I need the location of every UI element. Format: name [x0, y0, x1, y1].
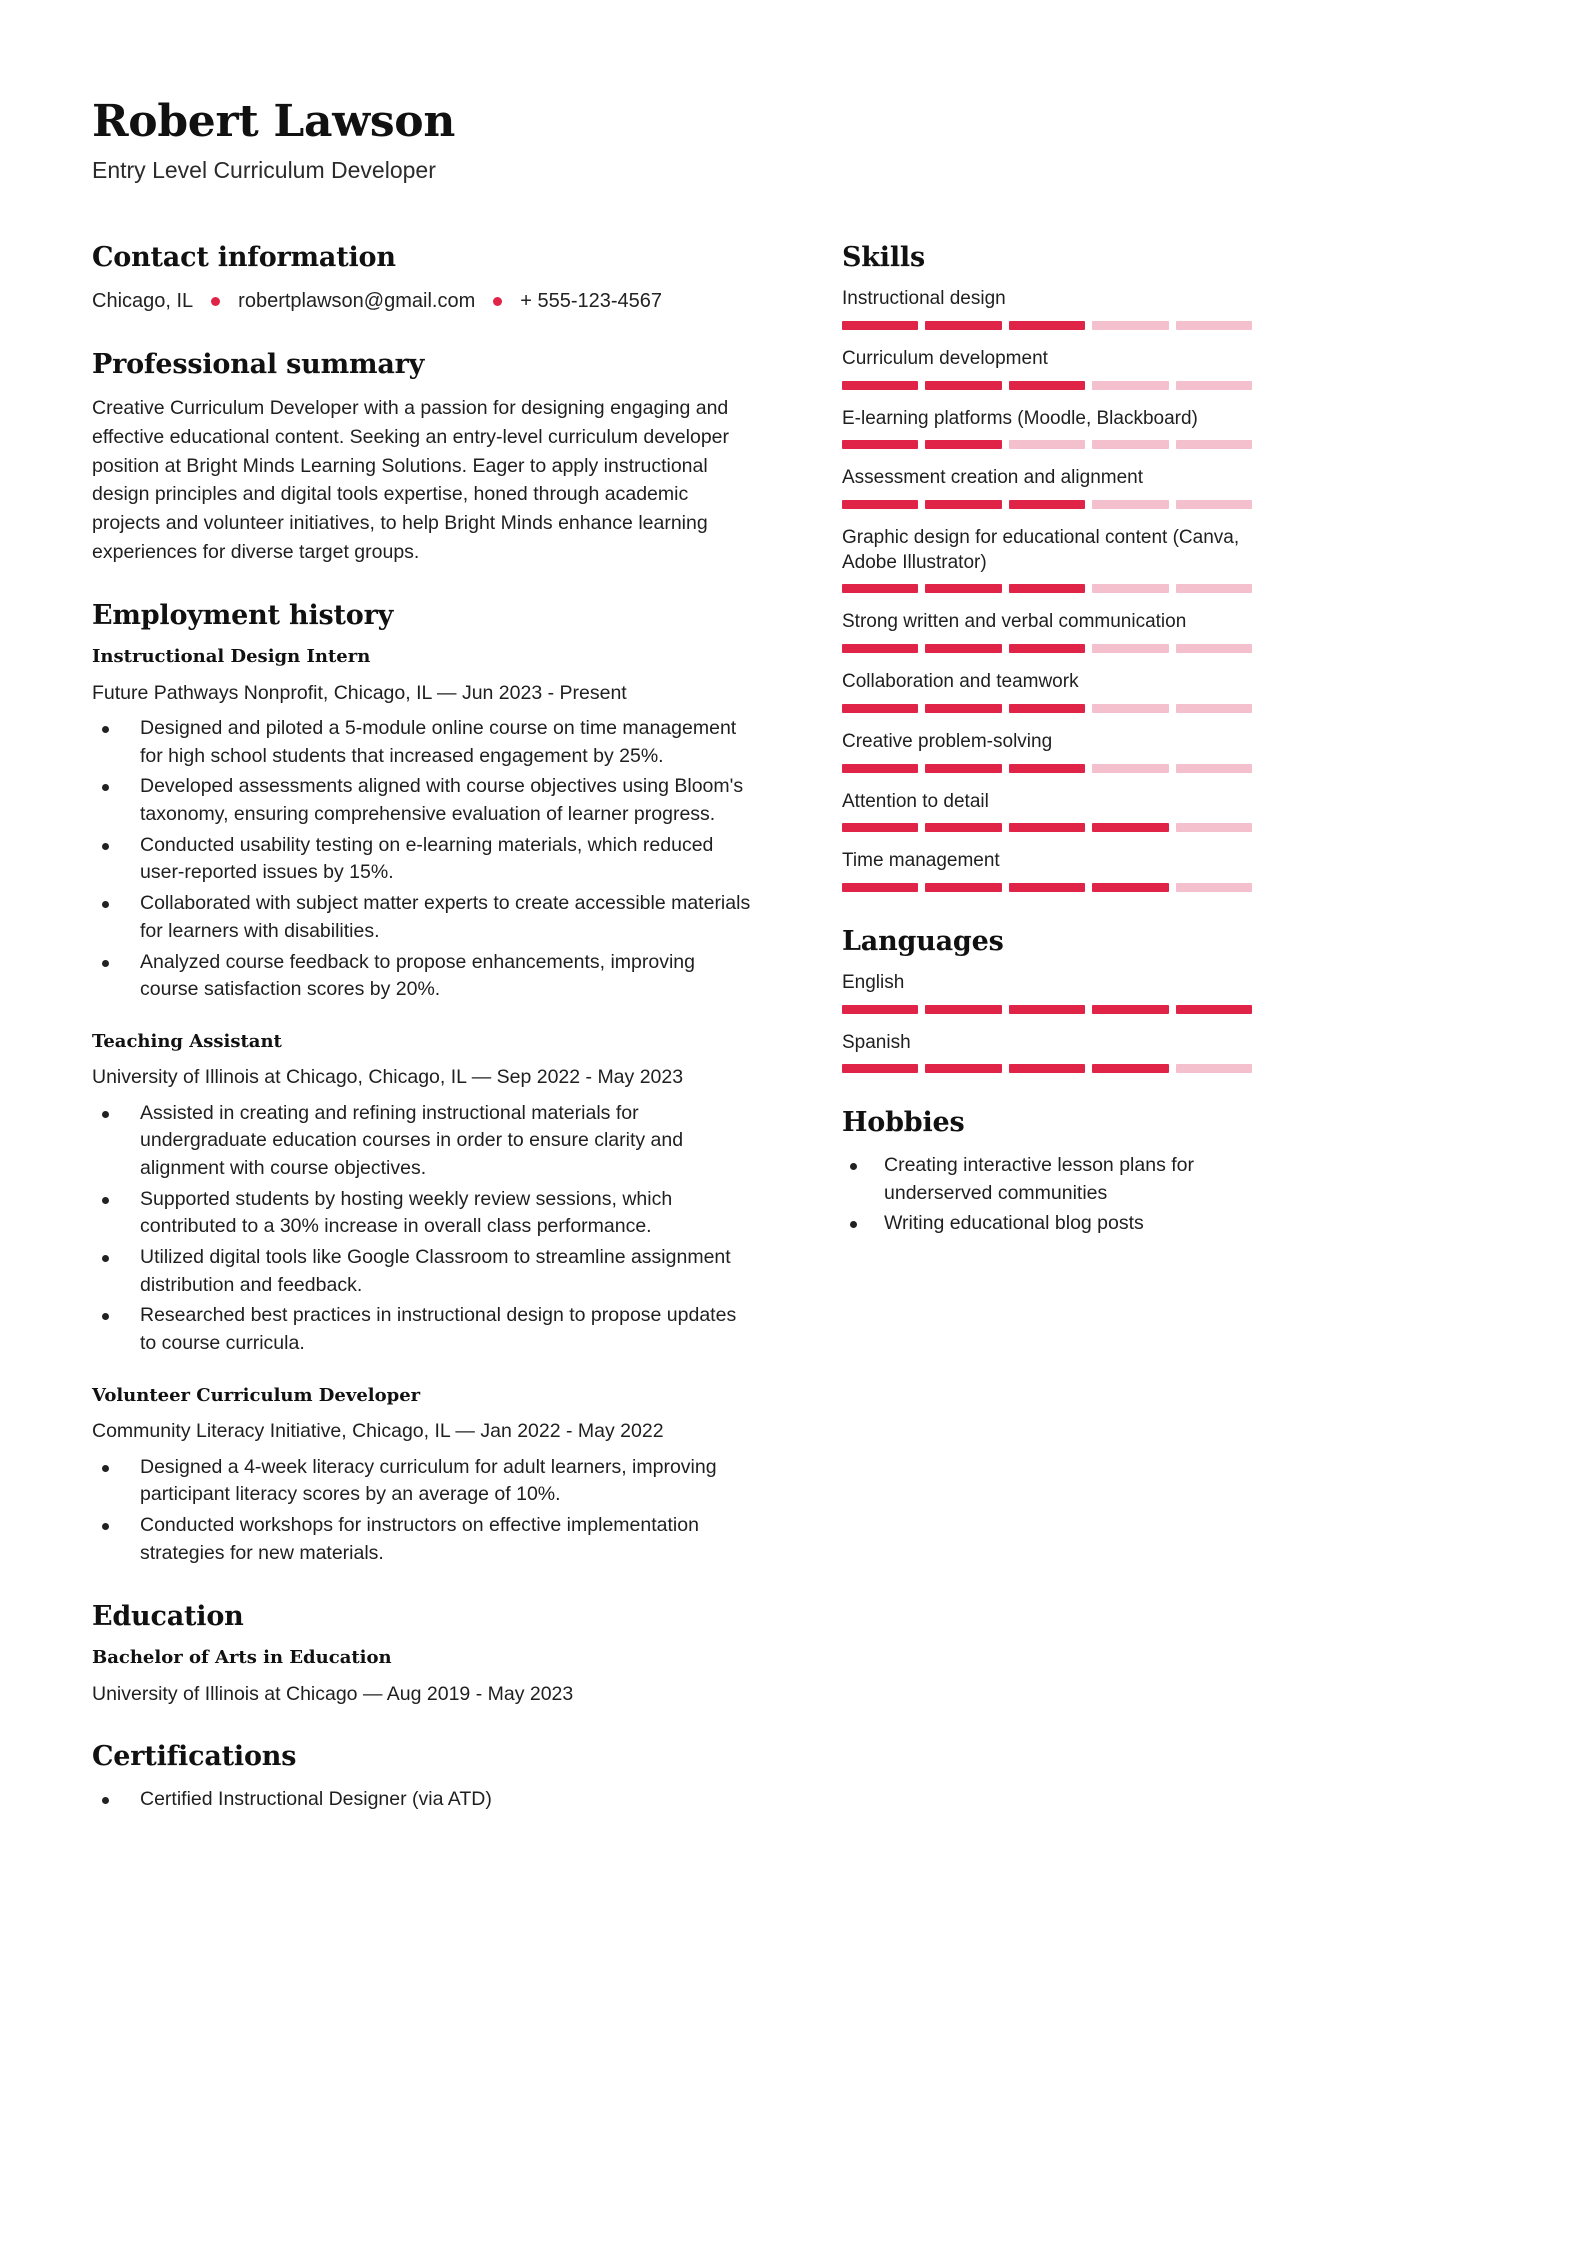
employment-section	[92, 600, 752, 1567]
level-segment	[842, 1064, 918, 1073]
education-meta: University of Illinois at Chicago — Aug 2019 - May 2023	[92, 1682, 574, 1705]
skills-list	[842, 287, 1252, 892]
job-meta: Community Literacy Initiative, Chicago, IL — Jan 2022 - May 2022	[92, 1420, 664, 1443]
level-segment	[1092, 500, 1168, 509]
skills-section	[842, 242, 1252, 892]
education-degree: Bachelor of Arts in Education	[92, 1647, 392, 1669]
level-segment	[925, 440, 1001, 449]
level-segment	[1009, 644, 1085, 653]
level-segment	[842, 321, 918, 330]
level-segment	[1176, 704, 1252, 713]
education-section	[92, 1601, 752, 1707]
skills-item	[842, 610, 1252, 653]
level-segment	[1092, 823, 1168, 832]
certifications-list	[92, 1786, 752, 1814]
level-segment	[1092, 1064, 1168, 1073]
level-segment	[842, 823, 918, 832]
level-segment	[1009, 584, 1085, 593]
jobs-list	[92, 645, 752, 1567]
level-segment	[1092, 883, 1168, 892]
skills-level-bar	[842, 644, 1252, 653]
skills-label: E-learning platforms (Moodle, Blackboard)	[842, 407, 1198, 429]
skills-level-bar	[842, 440, 1252, 449]
job-bullet: Designed a 4-week literacy curriculum for adult learners, improving participant literacy scores by an average of 10%.	[92, 1454, 752, 1509]
summary-section	[92, 349, 752, 566]
sidebar-column	[842, 242, 1252, 1239]
skills-item	[842, 287, 1252, 330]
level-segment	[1092, 584, 1168, 593]
job-bullet: Analyzed course feedback to propose enhancements, improving course satisfaction scores by 20%.	[92, 949, 752, 1004]
summary-text: Creative Curriculum Developer with a passion for designing engaging and effective educational content. Seeking an entry-level curriculum developer position at Bright Minds Learning Solutions. Eager to apply instructional design principles and digital tools expertise, honed through academic projects and volunteer initiatives, to help Bright Minds enhance learning experiences for diverse target groups.	[92, 397, 730, 563]
job-bullets	[92, 715, 752, 1004]
languages-heading: Languages	[842, 925, 1004, 957]
contact-location: Chicago, IL	[92, 290, 194, 313]
level-segment	[842, 1005, 918, 1014]
level-segment	[1176, 883, 1252, 892]
job-entry	[92, 1384, 752, 1567]
level-segment	[925, 823, 1001, 832]
languages-level-bar	[842, 1005, 1252, 1014]
level-segment	[842, 381, 918, 390]
level-segment	[1176, 823, 1252, 832]
level-segment	[1176, 584, 1252, 593]
employment-heading: Employment history	[92, 600, 394, 632]
hobby-item: Creating interactive lesson plans for underserved communities	[842, 1152, 1252, 1207]
level-segment	[1092, 704, 1168, 713]
level-segment	[1176, 764, 1252, 773]
job-role: Volunteer Curriculum Developer	[92, 1384, 421, 1406]
job-entry	[92, 645, 752, 1004]
resume-header	[92, 98, 1496, 184]
languages-item	[842, 971, 1252, 1014]
main-column	[92, 242, 752, 1847]
level-segment	[925, 883, 1001, 892]
skills-item	[842, 790, 1252, 833]
contact-line	[92, 287, 752, 315]
job-bullet: Developed assessments aligned with course objectives using Bloom's taxonomy, ensuring comprehensive evaluation of learner progress.	[92, 773, 752, 828]
level-segment	[925, 1005, 1001, 1014]
certifications-heading: Certifications	[92, 1741, 297, 1773]
contact-section	[92, 242, 752, 315]
skills-level-bar	[842, 584, 1252, 593]
level-segment	[925, 584, 1001, 593]
level-segment	[842, 644, 918, 653]
level-segment	[1176, 500, 1252, 509]
level-segment	[925, 321, 1001, 330]
skills-item	[842, 670, 1252, 713]
level-segment	[1176, 321, 1252, 330]
resume-columns	[92, 242, 1496, 1847]
hobbies-list	[842, 1152, 1252, 1237]
education-heading: Education	[92, 1601, 244, 1633]
level-segment	[842, 584, 918, 593]
certifications-section	[92, 1741, 752, 1814]
hobbies-heading: Hobbies	[842, 1107, 965, 1139]
skills-label: Graphic design for educational content (Canva, Adobe Illustrator)	[842, 527, 1240, 573]
level-segment	[1009, 440, 1085, 449]
skills-item	[842, 526, 1252, 593]
skills-label: Instructional design	[842, 288, 1006, 310]
skills-level-bar	[842, 764, 1252, 773]
skills-heading: Skills	[842, 242, 925, 274]
level-segment	[1009, 500, 1085, 509]
level-segment	[1176, 381, 1252, 390]
level-segment	[1009, 1064, 1085, 1073]
level-segment	[1092, 440, 1168, 449]
level-segment	[925, 500, 1001, 509]
level-segment	[1009, 883, 1085, 892]
hobbies-section	[842, 1107, 1252, 1237]
skills-item	[842, 347, 1252, 390]
level-segment	[842, 440, 918, 449]
languages-item	[842, 1031, 1252, 1074]
skills-label: Curriculum development	[842, 348, 1048, 369]
skills-item	[842, 466, 1252, 509]
level-segment	[1092, 644, 1168, 653]
level-segment	[842, 883, 918, 892]
level-segment	[1009, 381, 1085, 390]
job-bullet: Conducted workshops for instructors on effective implementation strategies for new materials.	[92, 1512, 752, 1567]
skills-level-bar	[842, 381, 1252, 390]
separator-dot-icon	[493, 297, 502, 306]
level-segment	[1009, 704, 1085, 713]
hobby-item: Writing educational blog posts	[842, 1210, 1252, 1238]
job-role: Teaching Assistant	[92, 1030, 282, 1052]
languages-level-bar	[842, 1064, 1252, 1073]
skills-item	[842, 730, 1252, 773]
level-segment	[1009, 1005, 1085, 1014]
job-bullets	[92, 1454, 752, 1568]
job-bullet: Collaborated with subject matter experts to create accessible materials for learners with disabilities.	[92, 890, 752, 945]
job-bullet: Conducted usability testing on e-learning materials, which reduced user-reported issues by 15%.	[92, 832, 752, 887]
job-entry	[92, 1030, 752, 1358]
skills-level-bar	[842, 321, 1252, 330]
languages-label: Spanish	[842, 1031, 911, 1053]
skills-level-bar	[842, 500, 1252, 509]
certification-item: Certified Instructional Designer (via ATD)	[92, 1786, 752, 1814]
job-bullet: Utilized digital tools like Google Classroom to streamline assignment distribution and feedback.	[92, 1244, 752, 1299]
skills-label: Creative problem-solving	[842, 730, 1053, 752]
level-segment	[1176, 440, 1252, 449]
level-segment	[1092, 321, 1168, 330]
candidate-job-title: Entry Level Curriculum Developer	[92, 156, 436, 183]
level-segment	[1009, 764, 1085, 773]
level-segment	[842, 500, 918, 509]
separator-dot-icon	[211, 297, 220, 306]
skills-label: Assessment creation and alignment	[842, 467, 1143, 489]
level-segment	[1176, 1005, 1252, 1014]
summary-heading: Professional summary	[92, 349, 425, 381]
skills-item	[842, 849, 1252, 892]
skills-label: Collaboration and teamwork	[842, 671, 1079, 693]
contact-heading: Contact information	[92, 242, 396, 274]
level-segment	[925, 764, 1001, 773]
level-segment	[1009, 823, 1085, 832]
skills-label: Strong written and verbal communication	[842, 611, 1187, 633]
job-bullet: Researched best practices in instructional design to propose updates to course curricula.	[92, 1302, 752, 1357]
level-segment	[925, 1064, 1001, 1073]
level-segment	[1176, 644, 1252, 653]
level-segment	[1092, 764, 1168, 773]
skills-level-bar	[842, 883, 1252, 892]
level-segment	[1009, 321, 1085, 330]
languages-section	[842, 926, 1252, 1073]
job-bullet: Assisted in creating and refining instructional materials for undergraduate education courses in order to ensure clarity and alignment with course objectives.	[92, 1100, 752, 1183]
job-bullets	[92, 1100, 752, 1358]
level-segment	[925, 704, 1001, 713]
level-segment	[842, 764, 918, 773]
job-bullet: Designed and piloted a 5-module online course on time management for high school students that increased engagement by 25%.	[92, 715, 752, 770]
level-segment	[1092, 1005, 1168, 1014]
job-role: Instructional Design Intern	[92, 646, 371, 668]
job-meta: Future Pathways Nonprofit, Chicago, IL — Jun 2023 - Present	[92, 681, 627, 704]
job-bullet: Supported students by hosting weekly review sessions, which contributed to a 30% increase in overall class performance.	[92, 1186, 752, 1241]
languages-list	[842, 971, 1252, 1073]
level-segment	[1176, 1064, 1252, 1073]
level-segment	[925, 644, 1001, 653]
level-segment	[925, 381, 1001, 390]
skills-level-bar	[842, 823, 1252, 832]
skills-item	[842, 407, 1252, 450]
level-segment	[1092, 381, 1168, 390]
languages-label: English	[842, 971, 905, 993]
skills-level-bar	[842, 704, 1252, 713]
candidate-name: Robert Lawson	[92, 96, 456, 147]
contact-email[interactable]: robertplawson@gmail.com	[238, 290, 476, 313]
skills-label: Time management	[842, 850, 1000, 872]
contact-phone[interactable]: + 555-123-4567	[520, 290, 663, 313]
level-segment	[842, 704, 918, 713]
skills-label: Attention to detail	[842, 790, 989, 812]
job-meta: University of Illinois at Chicago, Chicago, IL — Sep 2022 - May 2023	[92, 1066, 684, 1089]
